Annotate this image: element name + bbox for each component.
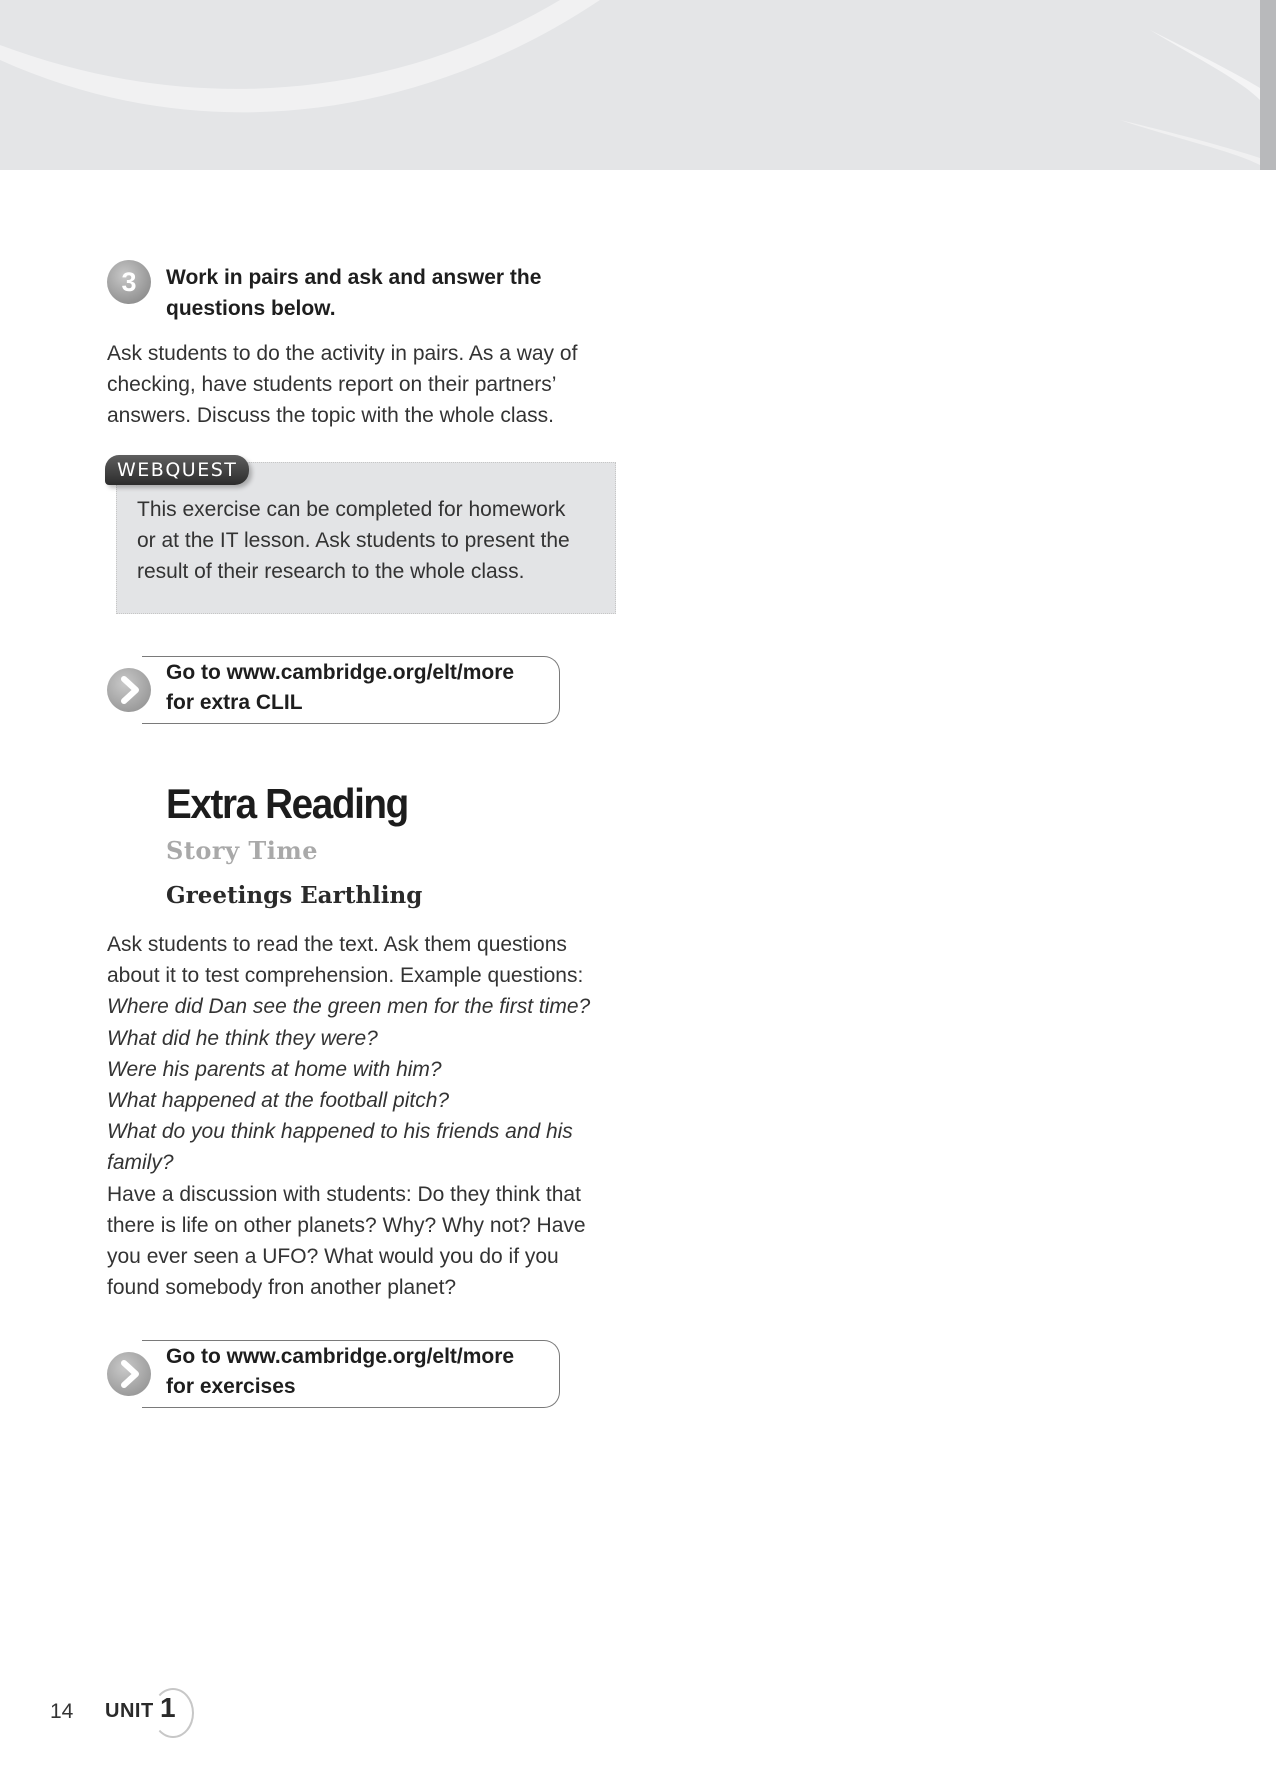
body-line: about it to test comprehension. Example questions: [107,964,584,988]
unit-number: 1 [160,1692,176,1723]
unit-label: UNIT [105,1700,154,1722]
exercise-number-badge: 3 [107,260,151,304]
body-line: checking, have students report on their partners’ [107,373,557,397]
body-line: found somebody fron another planet? [107,1276,457,1300]
webquest-tag: WEBQUEST [105,455,249,485]
header-band [0,0,1276,170]
body-line: you ever seen a UFO? What would you do if you [107,1245,559,1269]
question-line: family? [107,1151,174,1175]
exercise-title [166,262,606,324]
question-line: What do you think happened to his friends and his [107,1120,573,1144]
reading-body [107,929,627,1303]
webquest-line: result of their research to the whole class. [137,560,525,584]
question-line: What happened at the football pitch? [107,1089,450,1113]
section-title: Extra Reading [166,780,408,827]
question-line: Where did Dan see the green men for the first time? [107,995,591,1019]
exercise-title-line: Work in pairs and ask and answer the [166,266,542,289]
page-number: 14 [50,1700,74,1723]
header-edge [1260,0,1276,170]
body-line: Ask students to read the text. Ask them questions [107,933,567,956]
goto-line: Go to www.cambridge.org/elt/more [166,1345,515,1368]
body-line: there is life on other planets? Why? Why not? Have [107,1213,586,1237]
arrow-right-icon [107,1352,151,1396]
webquest-text [137,494,607,588]
webquest-line: or at the IT lesson. Ask students to present the [137,529,570,553]
body-line: answers. Discuss the topic with the whole class. [107,404,555,428]
exercise-body [107,338,627,432]
question-line: What did he think they were? [107,1026,378,1050]
question-line: Were his parents at home with him? [107,1057,442,1081]
header-swoosh [0,0,1276,170]
goto-line: Go to www.cambridge.org/elt/more [166,661,515,684]
section-subtitle: Story Time [166,836,319,865]
goto-line: for exercises [166,1375,296,1398]
webquest-line: This exercise can be completed for homework [137,498,566,521]
story-title: Greetings Earthling [166,882,423,909]
goto-exercises-link[interactable] [166,1342,556,1402]
body-line: Have a discussion with students: Do they think that [107,1182,581,1206]
arrow-right-icon [107,668,151,712]
exercise-title-line: questions below. [166,297,336,320]
body-line: Ask students to do the activity in pairs. As a way of [107,342,578,365]
goto-line: for extra CLIL [166,691,303,714]
goto-clil-link[interactable] [166,658,556,718]
